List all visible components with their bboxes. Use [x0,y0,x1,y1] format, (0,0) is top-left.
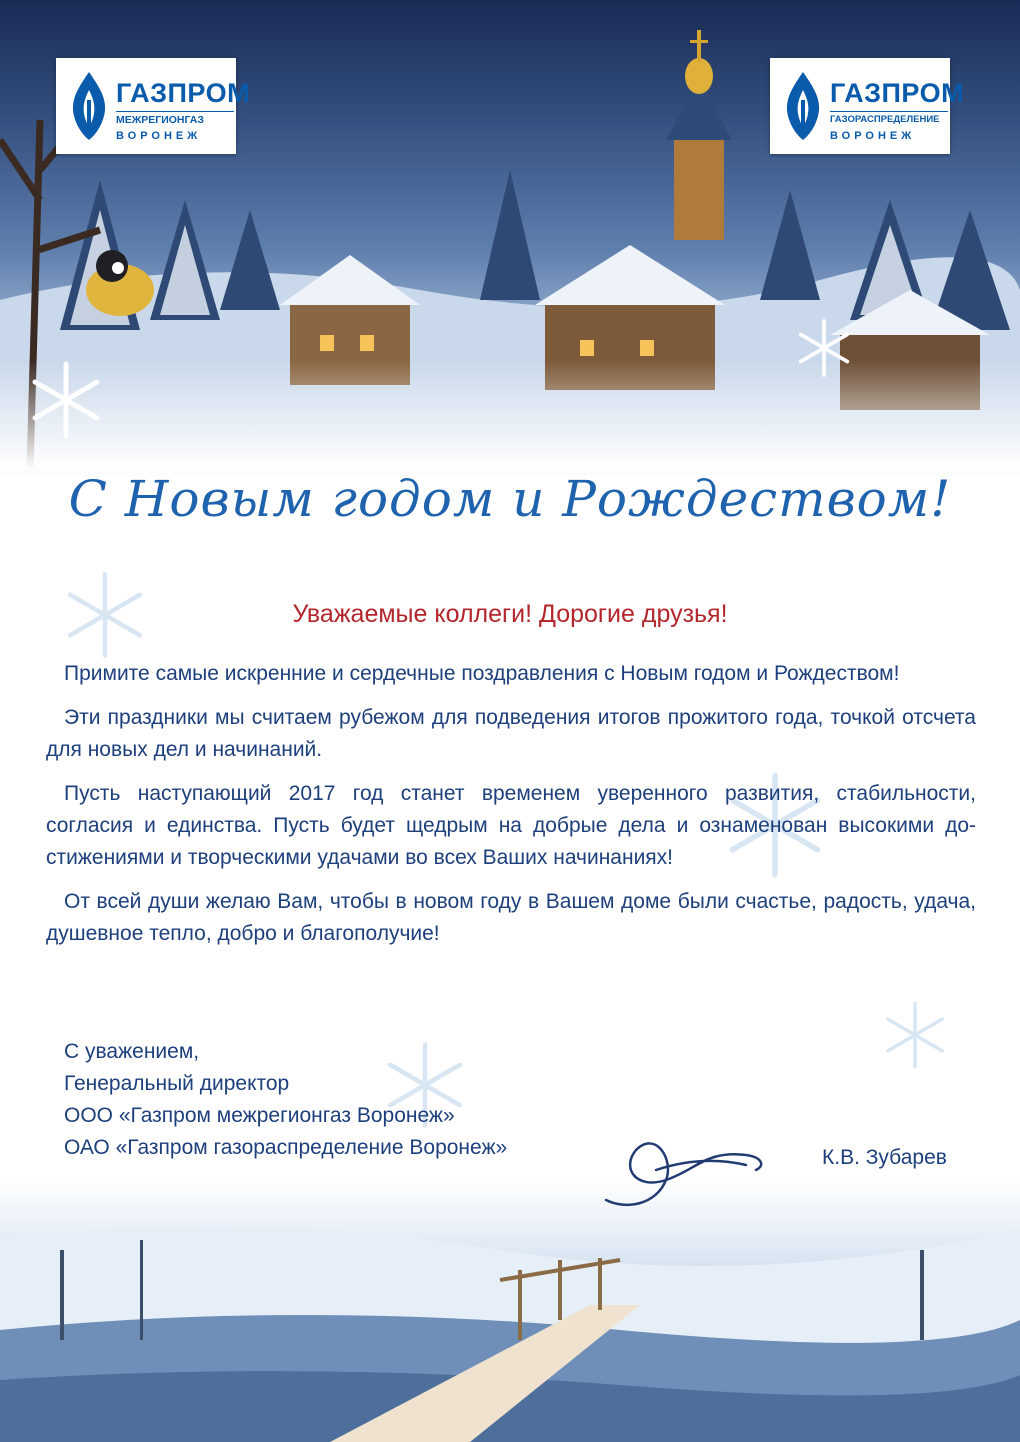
logo-brand: ГАЗПРОМ [116,78,251,108]
letter-body [46,658,976,962]
signature [596,1120,776,1220]
logo-subtitle: ГАЗОРАСПРЕДЕЛЕНИЕ [830,111,948,125]
gazprom-gazoraspredelenie-logo [770,58,965,154]
snowflake-icon [880,1000,950,1070]
frozen-lake-scene [0,1180,1020,1442]
greeting: Уважаемые коллеги! Дорогие друзья! [292,600,728,628]
snowflake-icon [794,318,854,378]
logo-brand: ГАЗПРОМ [830,78,965,108]
gazprom-mezhregiongaz-logo [56,58,251,154]
gazprom-flame-icon [64,70,114,142]
logo-subtitle: МЕЖРЕГИОНГАЗ [116,111,234,126]
paragraph: Примите самые искренние и сердечные поздравления с Новым годом и Рождеством! [64,662,900,685]
snowflake-icon [26,360,106,440]
logo-city: ВОРОНЕЖ [116,130,202,142]
paragraph: Эти праздники мы считаем рубежом для подведения итогов прожитого года, точкой отсчета для новых дел и начинаний. [46,706,976,761]
paragraph: От всей души желаю Вам, чтобы в новом году в Вашем доме были счастье, радость, удача, душевное тепло, добро и благополучие! [46,890,976,945]
headline: С Новым годом и Рождеством! [68,470,952,528]
gazprom-flame-icon [778,70,828,142]
paragraph: Пусть наступающий 2017 год станет временем уверенного развития, стабильности, согласия и единства. Пусть будет щедрым на добрые дела и ознаменован высокими до-стижениями и творческими удачами во всех Ваших начинаниях! [46,782,976,869]
closing-regards: С уважением, [64,1040,200,1063]
closing-position: Генеральный директор [64,1072,290,1095]
closing-company-2: ОАО «Газпром газораспределение Воронеж» [64,1136,508,1159]
closing-company-1: ООО «Газпром межрегионгаз Воронеж» [64,1104,455,1127]
logo-city: ВОРОНЕЖ [830,130,916,142]
signer-name: К.В. Зубарев [822,1146,947,1169]
closing-block [64,1036,507,1164]
